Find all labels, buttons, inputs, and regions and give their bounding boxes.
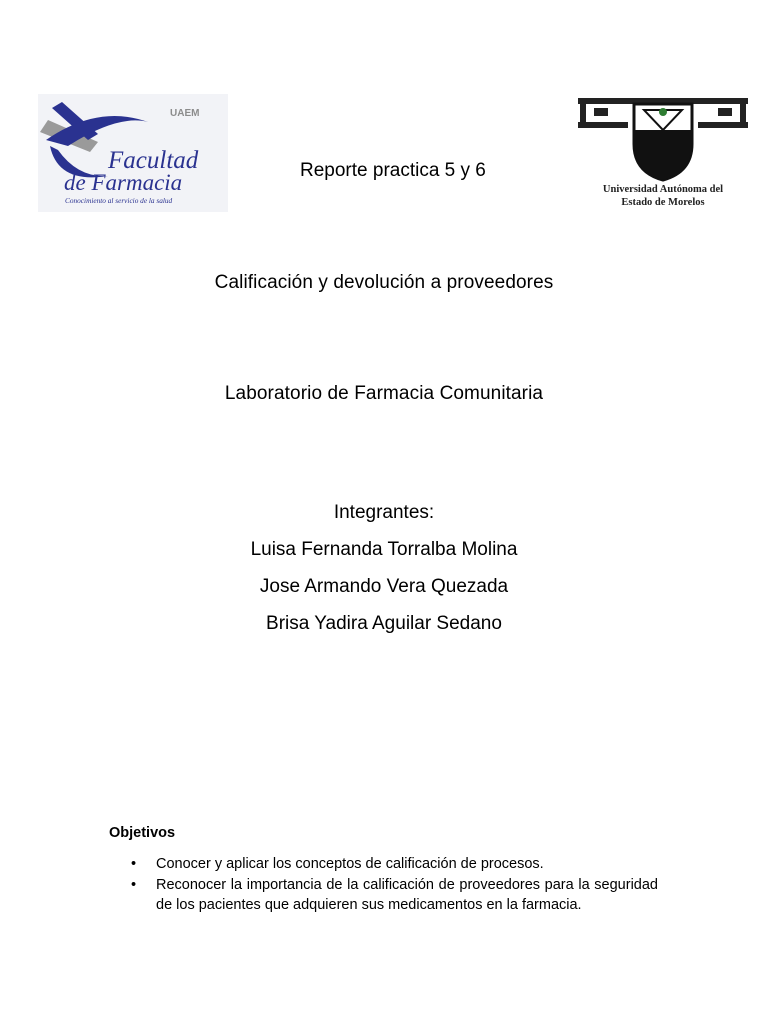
member-name: Jose Armando Vera Quezada <box>259 576 509 597</box>
uaem-university-seal <box>574 92 752 216</box>
course-title: Laboratorio de Farmacia Comunitaria <box>224 383 544 404</box>
objectives-list <box>131 854 658 916</box>
member-name: Brisa Yadira Aguilar Sedano <box>266 613 502 634</box>
report-title: Reporte practica 5 y 6 <box>300 160 486 181</box>
subject-title: Calificación y devolución a proveedores <box>214 272 554 293</box>
faculty-of-pharmacy-logo <box>38 94 228 212</box>
uaem-label: UAEM <box>170 108 200 119</box>
member-name: Luisa Fernanda Torralba Molina <box>250 539 518 560</box>
objective-item: • Reconocer la importancia de la calificación de proveedores para la seguridad de los pacientes que adquieren sus medicamentos en la farmacia. <box>131 875 658 916</box>
logo-de-farmacia: de Farmacia <box>64 170 183 195</box>
seal-line1: Universidad Autónoma del <box>602 184 724 195</box>
logo-tagline: Conocimiento al servicio de la salud <box>65 196 173 205</box>
logo-facultad: Facultad <box>108 147 199 174</box>
members-block <box>0 494 768 642</box>
objective-item: • Conocer y aplicar los conceptos de calificación de procesos. <box>131 854 658 875</box>
seal-line2: Estado de Morelos <box>621 197 705 208</box>
objectives-heading: Objetivos <box>109 825 176 841</box>
members-label: Integrantes: <box>333 502 435 523</box>
